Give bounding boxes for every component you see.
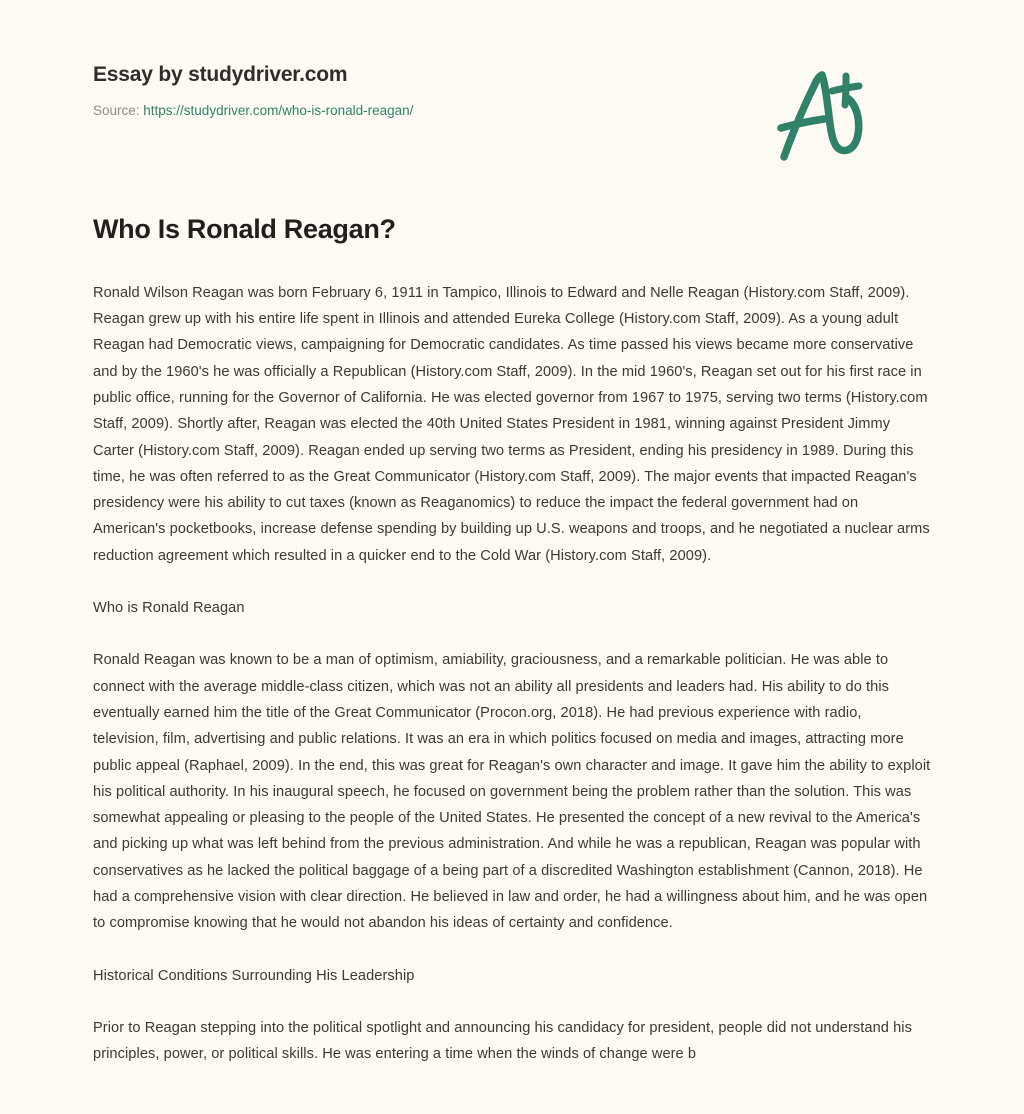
body-paragraph: Prior to Reagan stepping into the political spotlight and announcing his candidacy for president, people did not understand his principles, power, or political skills. He was entering a time when the winds of change were b: [93, 1019, 912, 1063]
section-heading: Who is Ronald Reagan: [93, 600, 245, 617]
essay-by-heading: Essay by studydriver.com: [93, 63, 348, 86]
page-masthead: [93, 0, 931, 119]
source-url-link[interactable]: https://studydriver.com/who-is-ronald-reagan/: [143, 103, 414, 119]
source-label: Source:: [93, 103, 144, 119]
a-plus-logo-icon: [762, 58, 874, 170]
body-paragraph: Ronald Wilson Reagan was born February 6, 1911 in Tampico, Illinois to Edward and Nelle Reagan (History.com Staff, 2009). Reagan grew up with his entire life spent in Illinois and attended Eureka College (History.com Staff, 2009). As a young adult Reagan had Democratic views, campaigning for Democratic candidates. As time passed his views became more conservative and by the 1960's he was officially a Republican (History.com Staff, 2009). In the mid 1960's, Reagan set out for his first race in public office, running for the Governor of California. He was elected governor from 1967 to 1975, serving two terms (History.com Staff, 2009). Shortly after, Reagan was elected the 40th United States President in 1981, winning against President Jimmy Carter (History.com Staff, 2009). Reagan ended up serving two terms as President, ending his presidency in 1989. During this time, he was often referred to as the Great Communicator (History.com Staff, 2009). The major events that impacted Reagan's presidency were his ability to cut taxes (known as Reaganomics) to reduce the impact the federal government had on American's pocketbooks, increase defense spending by building up U.S. weapons and troops, and he negotiated a nuclear arms reduction agreement which resulted in a quicker end to the Cold War (History.com Staff, 2009).: [93, 284, 930, 564]
section-heading: Historical Conditions Surrounding His Leadership: [93, 967, 415, 984]
body-paragraph: Ronald Reagan was known to be a man of optimism, amiability, graciousness, and a remarkable politician. He was able to connect with the average middle-class citizen, which was not an ability all presidents and leaders had. His ability to do this eventually earned him the title of the Great Communicator (Procon.org, 2018). He had previous experience with radio, television, film, advertising and public relations. It was an era in which politics focused on media and images, attracting more public appeal (Raphael, 2009). In the end, this was great for Reagan's own character and image. It gave him the ability to exploit his political authority. In his inaugural speech, he focused on government being the problem rather than the solution. This was somewhat appealing or pleasing to the people of the United States. He presented the concept of a new revival to the America's and picking up what was left behind from the previous administration. And while he was a republican, Reagan was popular with conservatives as he lacked the political baggage of a being part of a discredited Washington establishment (Cannon, 2018). He had a comprehensive vision with clear direction. He believed in law and order, he had a willingness about him, and he was open to compromise knowing that he would not abandon his ideas of certainty and confidence.: [93, 652, 931, 932]
essay-body: [93, 247, 931, 1068]
page-title: Who Is Ronald Reagan?: [93, 214, 396, 244]
